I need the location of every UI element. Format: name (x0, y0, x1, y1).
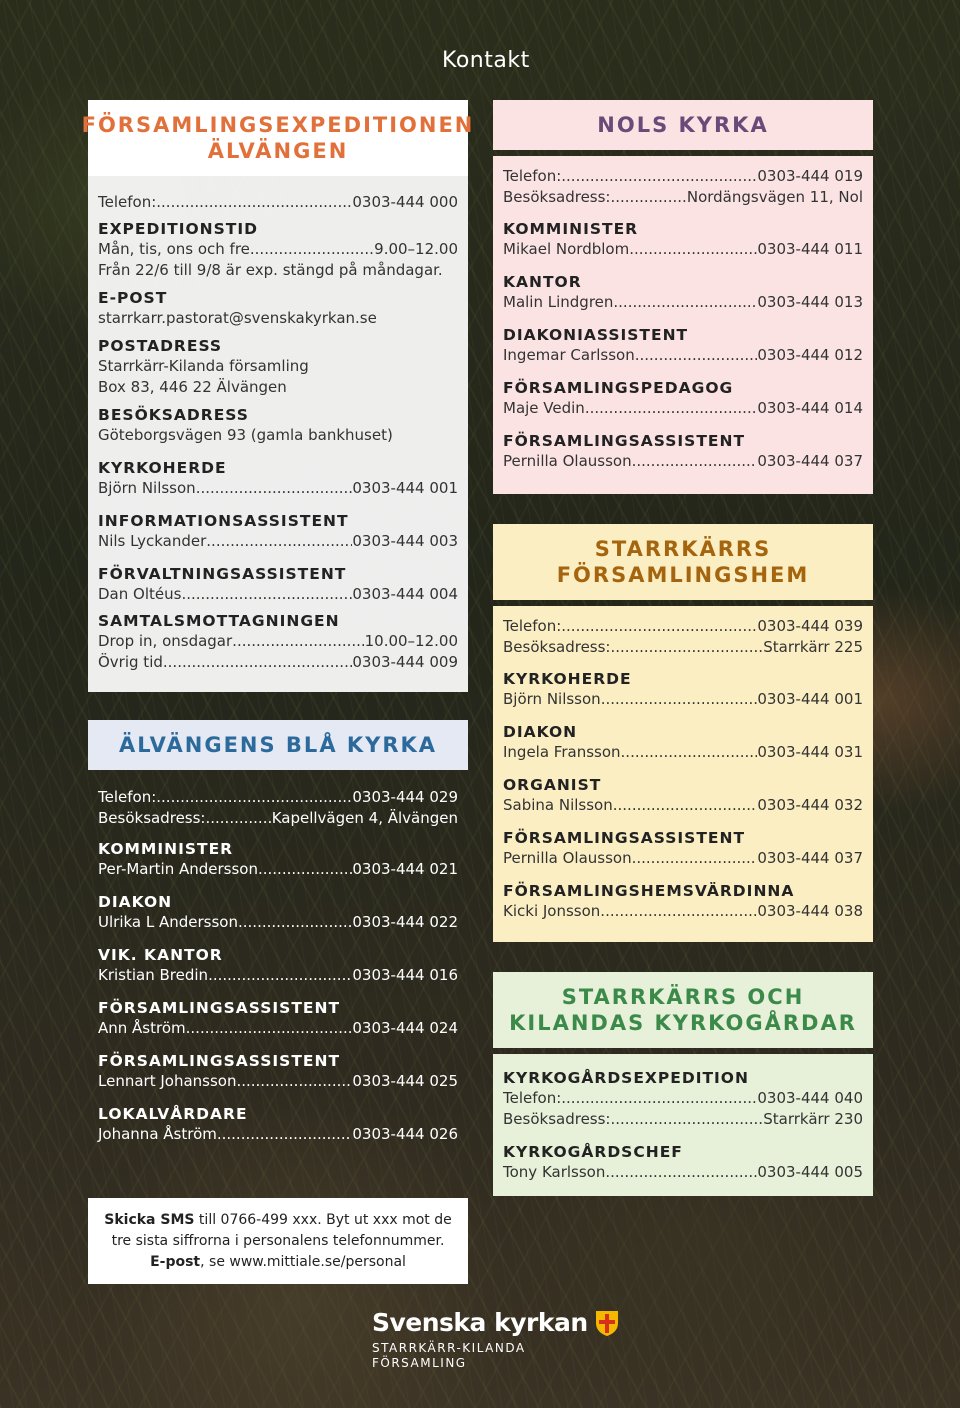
falvangen-header (81, 100, 475, 176)
person-name: Maje Vedin (503, 399, 585, 417)
phone-label: Telefon: (98, 788, 157, 806)
person-name: Lennart Johansson (98, 1072, 237, 1090)
person-phone: 0303-444 038 (757, 902, 863, 920)
samtal-label: Drop in, onsdagar (98, 632, 233, 650)
person-name: Mikael Nordblom (503, 240, 630, 258)
kyrkogard-panel (493, 1054, 873, 1196)
hours-heading: EXPEDITIONSTID (98, 220, 258, 238)
person-phone: 0303-444 003 (352, 532, 458, 550)
svenska-kyrkan-logo (372, 1308, 620, 1371)
phone-label: Telefon: (503, 617, 562, 635)
starrhem-title: STARRKÄRRS FÖRSAMLINGSHEM (556, 537, 810, 587)
diakon-row (98, 912, 458, 933)
starrhem-visit-row (503, 637, 863, 658)
fhv-row (503, 901, 863, 922)
diakon-heading: DIAKON (503, 723, 578, 741)
nols-phone-row (503, 166, 863, 187)
person-phone: 0303-444 037 (757, 849, 863, 867)
fp-row (503, 398, 863, 419)
diakon-row (503, 742, 863, 763)
org-row (503, 795, 863, 816)
person-phone: 0303-444 032 (757, 796, 863, 814)
visit-value: Nordängsvägen 11, Nol (686, 188, 863, 206)
person-phone: 0303-444 022 (352, 913, 458, 931)
bla-title: ÄLVÄNGENS BLÅ KYRKA (118, 733, 438, 757)
post-heading: POSTADRESS (98, 337, 223, 355)
phone-value: 0303-444 000 (352, 193, 458, 211)
lok-row (98, 1124, 458, 1145)
forv-row (98, 584, 458, 605)
kom-heading: KOMMINISTER (98, 840, 234, 858)
person-name: Malin Lindgren (503, 293, 614, 311)
falvangen-phone-row (98, 192, 458, 213)
phone-value: 0303-444 040 (757, 1089, 863, 1107)
logo-sub-1: STARRKÄRR-KILANDA (372, 1341, 526, 1355)
org-heading: ORGANIST (503, 776, 602, 794)
page-title: Kontakt (442, 48, 530, 73)
kyrkoherde-row (98, 478, 458, 499)
starrhem-phone-row (503, 616, 863, 637)
falvangen-panel (88, 176, 468, 692)
person-name: Björn Nilsson (503, 690, 601, 708)
visit-label: Besöksadress: (503, 1110, 611, 1128)
person-name: Ingela Fransson (503, 743, 621, 761)
person-name: Björn Nilsson (98, 479, 196, 497)
phone-label: Telefon: (503, 1089, 562, 1107)
chef-heading: KYRKOGÅRDSCHEF (503, 1143, 683, 1161)
kantor-row (503, 292, 863, 313)
phone-value: 0303-444 019 (757, 167, 863, 185)
phone-label: Telefon: (503, 167, 562, 185)
person-name: Ulrika L Andersson (98, 913, 238, 931)
person-phone: 0303-444 037 (757, 452, 863, 470)
fa-row (503, 451, 863, 472)
nols-header (493, 100, 873, 150)
nols-panel (493, 156, 873, 494)
person-phone: 0303-444 004 (352, 585, 458, 603)
visit-label: Besöksadress: (98, 809, 206, 827)
fa2-row (98, 1071, 458, 1092)
visit-value: Starrkärr 225 (763, 638, 863, 656)
exp-heading: KYRKOGÅRDSEXPEDITION (503, 1069, 749, 1087)
person-phone: 0303-444 031 (757, 743, 863, 761)
bla-panel (88, 770, 468, 1166)
person-phone: 0303-444 026 (352, 1125, 458, 1143)
email-bold: E-post (150, 1254, 201, 1270)
hours-label: Mån, tis, ons och fre (98, 240, 250, 258)
diakon-heading: DIAKON (98, 893, 173, 911)
person-phone: 0303-444 013 (757, 293, 863, 311)
samtal-row-2 (98, 652, 458, 673)
person-phone: 0303-444 014 (757, 399, 863, 417)
email-heading: E-POST (98, 289, 168, 307)
starrhem-header (493, 524, 873, 600)
da-heading: DIAKONIASSISTENT (503, 326, 689, 344)
info-heading: INFORMATIONSASSISTENT (98, 512, 349, 530)
kh-row (503, 689, 863, 710)
visit-value: Kapellvägen 4, Älvängen (271, 809, 458, 827)
nols-title: NOLS KYRKA (597, 113, 769, 137)
sms-text: till 0766-499 xxx. Byt ut xxx mot de tre sista siffrorna i personalens telefonnummer. (111, 1212, 452, 1249)
kantor-heading: VIK. KANTOR (98, 946, 223, 964)
samtal-row-1 (98, 631, 458, 652)
logo-sub-2: FÖRSAMLING (372, 1356, 467, 1370)
samtal-value: 0303-444 009 (352, 653, 458, 671)
phone-label: Telefon: (98, 193, 157, 211)
logo-name: Svenska kyrkan (372, 1308, 588, 1337)
samtal-heading: SAMTALSMOTTAGNINGEN (98, 612, 340, 630)
visit-value: Starrkärr 230 (763, 1110, 863, 1128)
person-name: Kristian Bredin (98, 966, 209, 984)
fa-heading: FÖRSAMLINGSASSISTENT (503, 432, 746, 450)
post-line2: Box 83, 446 22 Älvängen (98, 378, 287, 396)
hours-value: 9.00–12.00 (374, 240, 458, 258)
hours-row (98, 239, 458, 260)
kyrkogard-phone-row (503, 1088, 863, 1109)
kyrkoherde-heading: KYRKOHERDE (98, 459, 227, 477)
person-phone: 0303-444 012 (757, 346, 863, 364)
kom-row (98, 859, 458, 880)
person-name: Nils Lyckander (98, 532, 207, 550)
person-phone: 0303-444 024 (352, 1019, 458, 1037)
person-phone: 0303-444 001 (352, 479, 458, 497)
nols-visit-row (503, 187, 863, 208)
phone-value: 0303-444 039 (757, 617, 863, 635)
person-phone: 0303-444 025 (352, 1072, 458, 1090)
person-name: Pernilla Olausson (503, 849, 632, 867)
visit-heading: BESÖKSADRESS (98, 406, 249, 424)
person-name: Johanna Åström (98, 1125, 217, 1143)
person-name: Ingemar Carlsson (503, 346, 635, 364)
person-name: Sabina Nilsson (503, 796, 613, 814)
person-phone: 0303-444 001 (757, 690, 863, 708)
chef-row (503, 1162, 863, 1183)
visit-address: Göteborgsvägen 93 (gamla bankhuset) (98, 426, 393, 444)
visit-label: Besöksadress: (503, 638, 611, 656)
person-name: Ann Åström (98, 1019, 186, 1037)
kantor-row (98, 965, 458, 986)
email-text[interactable]: , se www.mittiale.se/personal (200, 1254, 406, 1270)
post-line1: Starrkärr-Kilanda församling (98, 357, 309, 375)
sms-info-box (88, 1198, 468, 1284)
kyrkogard-header (493, 972, 873, 1048)
fa1-row (98, 1018, 458, 1039)
person-phone: 0303-444 021 (352, 860, 458, 878)
starrhem-panel (493, 606, 873, 942)
forv-heading: FÖRVALTNINGSASSISTENT (98, 565, 347, 583)
email-link[interactable]: starrkarr.pastorat@svenskakyrkan.se (98, 309, 377, 327)
fa-heading: FÖRSAMLINGSASSISTENT (503, 829, 746, 847)
kyrkogard-visit-row (503, 1109, 863, 1130)
fa-row (503, 848, 863, 869)
kantor-heading: KANTOR (503, 273, 582, 291)
fp-heading: FÖRSAMLINGSPEDAGOG (503, 379, 734, 397)
person-name: Kicki Jonsson (503, 902, 601, 920)
info-row (98, 531, 458, 552)
kyrkogard-title: STARRKÄRRS OCH KILANDAS KYRKOGÅRDAR (509, 985, 857, 1035)
person-phone: 0303-444 016 (352, 966, 458, 984)
kh-heading: KYRKOHERDE (503, 670, 632, 688)
visit-label: Besöksadress: (503, 188, 611, 206)
kom-row (503, 239, 863, 260)
person-name: Per-Martin Andersson (98, 860, 258, 878)
bla-visit-row (98, 808, 458, 829)
fa2-heading: FÖRSAMLINGSASSISTENT (98, 1052, 341, 1070)
phone-value: 0303-444 029 (352, 788, 458, 806)
bla-phone-row (98, 787, 458, 808)
falvangen-title: FÖRSAMLINGSEXPEDITIONEN ÄLVÄNGEN (81, 113, 475, 163)
hours-note: Från 22/6 till 9/8 är exp. stängd på måndagar. (98, 261, 443, 279)
lok-heading: LOKALVÅRDARE (98, 1105, 248, 1123)
fhv-heading: FÖRSAMLINGSHEMSVÄRDINNA (503, 882, 795, 900)
bla-header (88, 720, 468, 770)
person-name: Dan Oltéus (98, 585, 182, 603)
person-name: Tony Karlsson (503, 1163, 606, 1181)
fa1-heading: FÖRSAMLINGSASSISTENT (98, 999, 341, 1017)
kom-heading: KOMMINISTER (503, 220, 639, 238)
sms-bold: Skicka SMS (104, 1212, 195, 1228)
person-phone: 0303-444 005 (757, 1163, 863, 1181)
samtal-label: Övrig tid (98, 653, 163, 671)
person-name: Pernilla Olausson (503, 452, 632, 470)
da-row (503, 345, 863, 366)
samtal-value: 10.00–12.00 (364, 632, 458, 650)
person-phone: 0303-444 011 (757, 240, 863, 258)
shield-icon (594, 1309, 620, 1337)
